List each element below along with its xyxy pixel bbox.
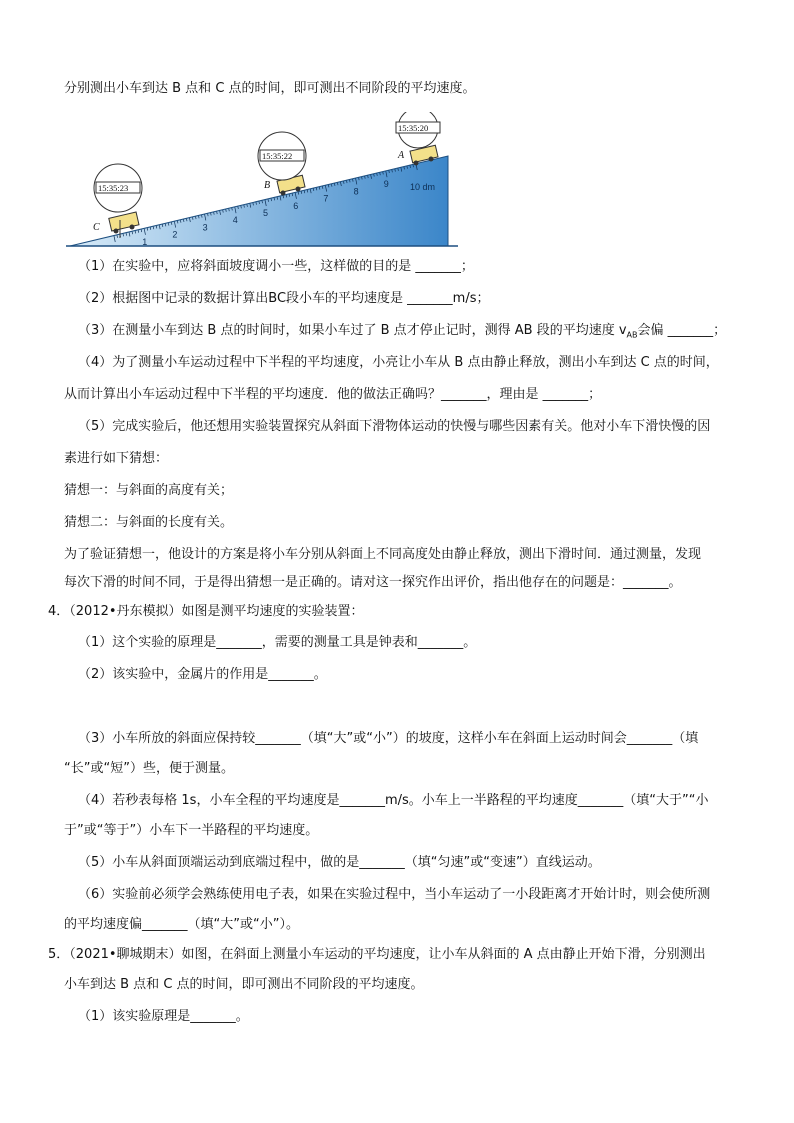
q3-part5-line2: 素进行如下猜想： [64, 451, 169, 466]
q4-part4-line1: （4）若秒表每格 1s，小车全程的平均速度是_______m/s。小车上一半路程的平均速度_______（填“大于”“小 [78, 793, 709, 808]
incline-figure [66, 112, 458, 250]
q4-part3-line1: （3）小车所放的斜面应保持较_______（填“大”或“小”）的坡度，这样小车在斜面上运动时间会_______（填 [78, 731, 699, 746]
clock-a [396, 112, 440, 148]
ruler-tick-label: 9 [383, 179, 389, 190]
ruler-tick-label: 6 [293, 200, 299, 211]
q4-title: 4．（2012•丹东模拟）如图是测平均速度的实验装置： [48, 604, 364, 619]
clock-a-time: 15:35:20 [398, 123, 429, 133]
ruler-tick-label: 8 [353, 186, 359, 197]
ruler-tick-label: 3 [202, 222, 208, 233]
scale-unit-label: 10 dm [410, 182, 436, 192]
label-c: C [93, 222, 100, 233]
q3-part3 [78, 322, 726, 345]
clock-b [258, 132, 306, 180]
q4-part6-line2: 的平均速度偏_______（填“大”或“小”）。 [64, 917, 299, 932]
q5-title-line1: 5．（2021•聊城期末）如图，在斜面上测量小车运动的平均速度，让小车从斜面的 A 点由静止开始下滑，分别测出 [48, 947, 706, 962]
q3-part2: （2）根据图中记录的数据计算出BC段小车的平均速度是 _______m/s； [78, 291, 490, 306]
ruler-tick-label: 5 [263, 208, 269, 218]
q5-title-line2: 小车到达 B 点和 C 点的时间，即可测出不同阶段的平均速度。 [64, 977, 424, 992]
q3-part3-sub: AB [626, 330, 638, 340]
q3-part3-b: 会偏 _______； [637, 323, 727, 338]
q3-part1: （1）在实验中，应将斜面坡度调小一些，这样做的目的是 _______； [78, 259, 474, 274]
q4-part4-line2: 于”或“等于”）小车下一半路程的平均速度。 [64, 823, 319, 838]
ruler-tick-label: 4 [232, 215, 238, 226]
ruler-tick-label: 1 [142, 236, 148, 247]
intro-tail-text: 分别测出小车到达 B 点和 C 点的时间，即可测出不同阶段的平均速度。 [64, 81, 476, 96]
q3-verify-line1: 为了验证猜想一，他设计的方案是将小车分别从斜面上不同高度处由静止释放，测出下滑时间．通过测量，发现 [64, 547, 702, 562]
q4-part6-line1: （6）实验前必须学会熟练使用电子表，如果在实验过程中，当小车运动了一小段距离才开始计时，则会使所测 [78, 887, 711, 902]
q3-verify-line2: 每次下滑的时间不同，于是得出猜想一是正确的。请对这一探究作出评价，指出他存在的问题是：_______。 [64, 575, 682, 590]
q4-part2: （2）该实验中，金属片的作用是_______。 [78, 667, 327, 682]
q3-part5-line1: （5）完成实验后，他还想用实验装置探究从斜面下滑物体运动的快慢与哪些因素有关。他对小车下滑快慢的因 [78, 419, 711, 434]
clock-c [94, 164, 142, 212]
clock-c-time: 15:35:23 [98, 183, 129, 193]
label-b: B [264, 180, 271, 191]
q3-guess1: 猜想一：与斜面的高度有关； [64, 483, 234, 498]
q3-guess2: 猜想二：与斜面的长度有关。 [64, 515, 234, 530]
ruler-tick-label: 7 [323, 193, 329, 204]
ruler-tick-label: 2 [172, 229, 178, 240]
q3-part3-a: （3）在测量小车到达 B 点的时间时，如果小车过了 B 点才停止记时，测得 AB 段的平均速度 v [78, 323, 627, 338]
q3-part4-line2: 从而计算出小车运动过程中下半程的平均速度．他的做法正确吗？_______，理由是 _______； [64, 387, 602, 402]
incline-diagram [66, 112, 458, 250]
label-a: A [398, 150, 405, 161]
q5-part1: （1）该实验原理是_______。 [78, 1009, 249, 1024]
q4-part1: （1）这个实验的原理是_______，需要的测量工具是钟表和_______。 [78, 635, 477, 650]
clock-b-time: 15:35:22 [262, 151, 293, 161]
q4-part3-line2: “长”或“短”）些，便于测量。 [64, 761, 234, 776]
q3-part4-line1: （4）为了测量小车运动过程中下半程的平均速度，小亮让小车从 B 点由静止释放，测出小车到达 C 点的时间， [78, 355, 719, 370]
q4-part5: （5）小车从斜面顶端运动到底端过程中，做的是_______（填“匀速”或“变速”）直线运动。 [78, 855, 601, 870]
